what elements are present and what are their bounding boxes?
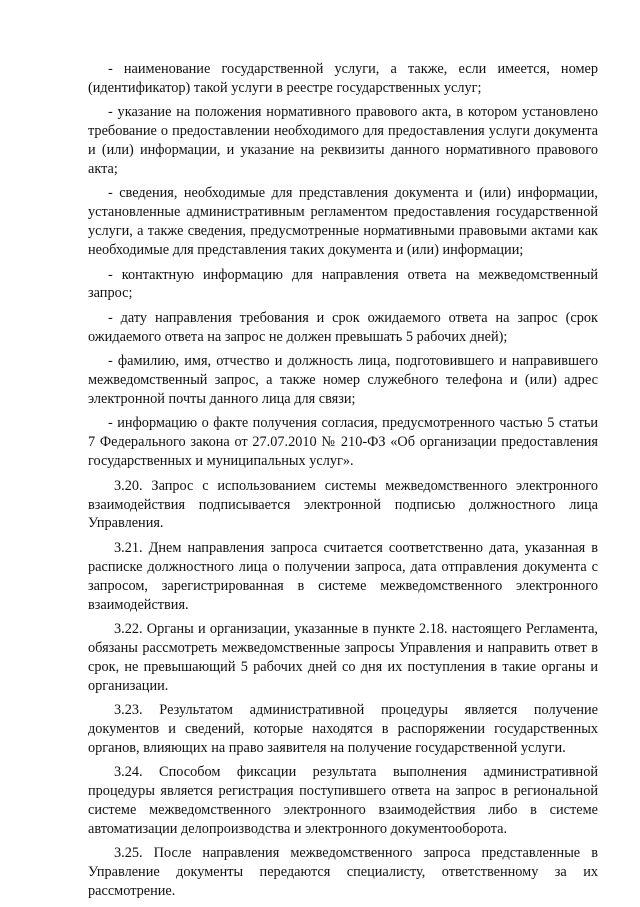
list-item-legal-act: - указание на положения нормативного правового акта, в котором установлено требование о предоставлении необходимого для предоставления услуги документа и (или) информации, и указание на реквизиты данного нормативного правового акта; <box>88 104 598 178</box>
section-3-20: 3.20. Запрос с использованием системы межведомственного электронного взаимодействия подписывается электронной подписью должностного лица Управления. <box>88 477 598 532</box>
list-item-consent-info: - информацию о факте получения согласия, предусмотренного частью 5 статьи 7 Федерального закона от 27.07.2010 № 210-ФЗ «Об организации предоставления государственных и муниципальных услуг». <box>88 415 598 470</box>
section-3-22: 3.22. Органы и организации, указанные в пункте 2.18. настоящего Регламента, обязаны рассмотреть межведомственные запросы Управления и направить ответ в срок, не превышающий 5 рабочих дней со дня их поступления в такие органы и организации. <box>88 620 598 694</box>
list-item-service-name: - наименование государственной услуги, а также, если имеется, номер (идентификатор) такой услуги в реестре государственных услуг; <box>88 61 598 96</box>
section-3-21: 3.21. Днем направления запроса считается соответственно дата, указанная в расписке должностного лица о получении запроса, дата отправления документа с запросом, зарегистрированная в системе межведомственного электронного взаимодействия. <box>88 539 598 613</box>
list-item-official-details: - фамилию, имя, отчество и должность лица, подготовившего и направившего межведомственный запрос, а также номер служебного телефона и (или) адрес электронной почты данного лица для связи; <box>88 353 598 407</box>
section-3-23: 3.23. Результатом административной процедуры является получение документов и сведений, которые находятся в распоряжении государственных органов, влияющих на право заявителя на получение государственной услуги. <box>88 702 598 756</box>
list-item-required-info: - сведения, необходимые для представления документа и (или) информации, установленные административным регламентом предоставления государственной услуги, а также сведения, предусмотренные нормативными правовыми актами как необходимые для представления таких документа и (или) информации; <box>88 185 598 259</box>
document-body <box>88 60 598 907</box>
section-3-25: 3.25. После направления межведомственного запроса представленные в Управление документы передаются специалисту, ответственному за их рассмотрение. <box>88 845 598 900</box>
section-3-24: 3.24. Способом фиксации результата выполнения административной процедуры является регистрация поступившего ответа на запрос в региональной системе межведомственного электронного взаимодействия либо в системе автоматизации делопроизводства и электронного документооборота. <box>88 764 598 838</box>
list-item-request-date: - дату направления требования и срок ожидаемого ответа на запрос (срок ожидаемого ответа на запрос не должен превышать 5 рабочих дней); <box>88 309 598 345</box>
list-item-contact-info: - контактную информацию для направления ответа на межведомственный запрос; <box>88 266 598 302</box>
